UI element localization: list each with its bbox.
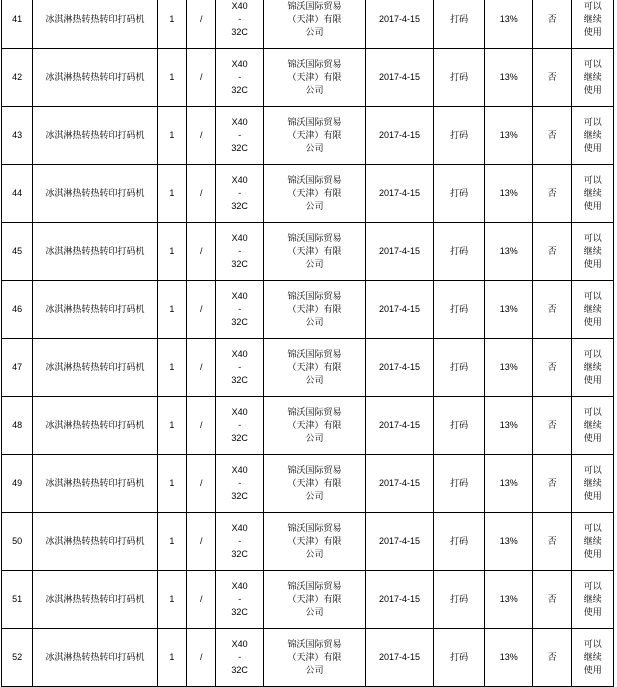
cell-usage: 打码 (433, 0, 485, 49)
cell-vendor-line: 锦沃国际贸易 (287, 407, 342, 417)
cell-vendor-line: （天津）有限 (287, 362, 342, 372)
cell-status-line: 继续 (583, 130, 602, 140)
cell-tax-rate: 13% (485, 49, 533, 107)
cell-model-line: X40 (231, 523, 248, 533)
cell-model-line: 32C (231, 27, 248, 37)
cell-model-line: 32C (231, 549, 248, 559)
cell-index: 51 (2, 571, 33, 629)
cell-model-line: - (238, 72, 242, 82)
cell-vendor-line: （天津）有限 (287, 478, 342, 488)
cell-status-line: 可以 (583, 349, 602, 359)
cell-status-line: 可以 (583, 465, 602, 475)
cell-status-line: 使用 (583, 433, 602, 443)
table-row (2, 455, 614, 513)
cell-model-line: - (238, 362, 242, 372)
cell-model-line: X40 (231, 59, 248, 69)
table-row (2, 223, 614, 281)
cell-status-line: 继续 (583, 72, 602, 82)
cell-model-line: X40 (231, 233, 248, 243)
cell-vendor-line: 锦沃国际贸易 (287, 291, 342, 301)
table-row (2, 0, 614, 49)
cell-model-line: 32C (231, 317, 248, 327)
cell-model (216, 223, 264, 281)
cell-usage: 打码 (433, 107, 485, 165)
cell-index: 49 (2, 455, 33, 513)
cell-usage: 打码 (433, 339, 485, 397)
cell-status (572, 513, 614, 571)
cell-vendor (263, 513, 365, 571)
cell-vendor-line: 锦沃国际贸易 (287, 523, 342, 533)
cell-unit: / (187, 397, 216, 455)
cell-index: 42 (2, 49, 33, 107)
cell-model-line: X40 (231, 581, 248, 591)
cell-index: 50 (2, 513, 33, 571)
cell-unit: / (187, 281, 216, 339)
cell-vendor-line: 公司 (305, 549, 324, 559)
cell-vendor-line: 公司 (305, 85, 324, 95)
cell-model-line: 32C (231, 143, 248, 153)
cell-vendor-line: 锦沃国际贸易 (287, 59, 342, 69)
cell-status-line: 继续 (583, 652, 602, 662)
cell-quantity: 1 (157, 339, 186, 397)
cell-quantity: 1 (157, 165, 186, 223)
cell-model-line: X40 (231, 407, 248, 417)
cell-vendor-line: 公司 (305, 201, 324, 211)
cell-vendor-line: 锦沃国际贸易 (287, 581, 342, 591)
cell-status-line: 可以 (583, 523, 602, 533)
cell-vendor (263, 455, 365, 513)
cell-vendor-line: （天津）有限 (287, 188, 342, 198)
cell-status (572, 339, 614, 397)
table-row (2, 571, 614, 629)
cell-index: 47 (2, 339, 33, 397)
cell-date: 2017-4-15 (366, 571, 434, 629)
cell-status (572, 629, 614, 687)
cell-model-line: X40 (231, 349, 248, 359)
cell-vendor (263, 571, 365, 629)
cell-status-line: 可以 (583, 233, 602, 243)
cell-model-line: 32C (231, 259, 248, 269)
cell-flag: 否 (532, 107, 571, 165)
cell-status-line: 使用 (583, 549, 602, 559)
cell-quantity: 1 (157, 571, 186, 629)
cell-model (216, 397, 264, 455)
cell-vendor-line: 锦沃国际贸易 (287, 465, 342, 475)
table-body (2, 0, 614, 687)
cell-model-line: - (238, 536, 242, 546)
table-row (2, 107, 614, 165)
cell-vendor-line: 公司 (305, 259, 324, 269)
cell-tax-rate: 13% (485, 629, 533, 687)
table-row (2, 165, 614, 223)
cell-vendor-line: 公司 (305, 491, 324, 501)
cell-vendor-line: 锦沃国际贸易 (287, 639, 342, 649)
cell-status-line: 使用 (583, 491, 602, 501)
cell-model-line: - (238, 304, 242, 314)
cell-item-name: 冰淇淋热转热转印打码机 (33, 629, 157, 687)
cell-item-name: 冰淇淋热转热转印打码机 (33, 281, 157, 339)
cell-tax-rate: 13% (485, 223, 533, 281)
cell-quantity: 1 (157, 455, 186, 513)
cell-quantity: 1 (157, 513, 186, 571)
cell-vendor-line: 公司 (305, 27, 324, 37)
cell-usage: 打码 (433, 397, 485, 455)
cell-vendor (263, 629, 365, 687)
cell-date: 2017-4-15 (366, 49, 434, 107)
cell-index: 44 (2, 165, 33, 223)
cell-flag: 否 (532, 49, 571, 107)
cell-vendor-line: 公司 (305, 665, 324, 675)
cell-quantity: 1 (157, 0, 186, 49)
cell-usage: 打码 (433, 223, 485, 281)
cell-model-line: - (238, 652, 242, 662)
cell-quantity: 1 (157, 107, 186, 165)
cell-unit: / (187, 513, 216, 571)
cell-model-line: - (238, 130, 242, 140)
cell-status (572, 107, 614, 165)
cell-model-line: X40 (231, 465, 248, 475)
cell-item-name: 冰淇淋热转热转印打码机 (33, 165, 157, 223)
cell-model-line: 32C (231, 665, 248, 675)
cell-item-name: 冰淇淋热转热转印打码机 (33, 397, 157, 455)
cell-status-line: 继续 (583, 594, 602, 604)
cell-item-name: 冰淇淋热转热转印打码机 (33, 571, 157, 629)
cell-status-line: 使用 (583, 375, 602, 385)
cell-vendor-line: （天津）有限 (287, 72, 342, 82)
cell-model-line: 32C (231, 607, 248, 617)
cell-vendor (263, 397, 365, 455)
cell-usage: 打码 (433, 629, 485, 687)
cell-date: 2017-4-15 (366, 281, 434, 339)
cell-model (216, 629, 264, 687)
cell-vendor (263, 0, 365, 49)
cell-vendor-line: 锦沃国际贸易 (287, 117, 342, 127)
cell-flag: 否 (532, 571, 571, 629)
cell-status (572, 571, 614, 629)
cell-index: 45 (2, 223, 33, 281)
cell-unit: / (187, 107, 216, 165)
cell-usage: 打码 (433, 455, 485, 513)
cell-model-line: X40 (231, 1, 248, 11)
cell-item-name: 冰淇淋热转热转印打码机 (33, 223, 157, 281)
cell-usage: 打码 (433, 513, 485, 571)
cell-vendor (263, 165, 365, 223)
cell-tax-rate: 13% (485, 339, 533, 397)
cell-unit: / (187, 455, 216, 513)
cell-index: 46 (2, 281, 33, 339)
cell-vendor (263, 49, 365, 107)
cell-unit: / (187, 629, 216, 687)
cell-vendor (263, 107, 365, 165)
cell-status (572, 0, 614, 49)
cell-vendor (263, 281, 365, 339)
cell-status-line: 继续 (583, 14, 602, 24)
cell-vendor-line: （天津）有限 (287, 14, 342, 24)
cell-status-line: 可以 (583, 59, 602, 69)
cell-flag: 否 (532, 165, 571, 223)
cell-flag: 否 (532, 223, 571, 281)
cell-tax-rate: 13% (485, 0, 533, 49)
cell-status-line: 可以 (583, 1, 602, 11)
cell-unit: / (187, 571, 216, 629)
cell-tax-rate: 13% (485, 455, 533, 513)
cell-model (216, 513, 264, 571)
cell-quantity: 1 (157, 49, 186, 107)
cell-model-line: 32C (231, 85, 248, 95)
cell-quantity: 1 (157, 397, 186, 455)
cell-status-line: 可以 (583, 407, 602, 417)
cell-status-line: 使用 (583, 259, 602, 269)
table-row (2, 397, 614, 455)
cell-tax-rate: 13% (485, 513, 533, 571)
cell-tax-rate: 13% (485, 107, 533, 165)
cell-vendor-line: （天津）有限 (287, 246, 342, 256)
cell-quantity: 1 (157, 281, 186, 339)
cell-vendor-line: 公司 (305, 375, 324, 385)
cell-quantity: 1 (157, 223, 186, 281)
cell-status-line: 使用 (583, 201, 602, 211)
cell-date: 2017-4-15 (366, 513, 434, 571)
cell-date: 2017-4-15 (366, 107, 434, 165)
cell-tax-rate: 13% (485, 165, 533, 223)
cell-date: 2017-4-15 (366, 455, 434, 513)
cell-unit: / (187, 165, 216, 223)
cell-model-line: 32C (231, 491, 248, 501)
cell-usage: 打码 (433, 571, 485, 629)
cell-vendor-line: （天津）有限 (287, 130, 342, 140)
cell-flag: 否 (532, 629, 571, 687)
cell-item-name: 冰淇淋热转热转印打码机 (33, 107, 157, 165)
table-row (2, 513, 614, 571)
cell-model-line: X40 (231, 175, 248, 185)
cell-date: 2017-4-15 (366, 339, 434, 397)
cell-model (216, 0, 264, 49)
cell-model-line: - (238, 246, 242, 256)
cell-flag: 否 (532, 397, 571, 455)
cell-quantity: 1 (157, 629, 186, 687)
cell-vendor (263, 339, 365, 397)
table-row (2, 629, 614, 687)
cell-model (216, 49, 264, 107)
cell-tax-rate: 13% (485, 281, 533, 339)
cell-model (216, 165, 264, 223)
cell-model (216, 281, 264, 339)
cell-model-line: X40 (231, 639, 248, 649)
cell-index: 43 (2, 107, 33, 165)
cell-date: 2017-4-15 (366, 165, 434, 223)
cell-date: 2017-4-15 (366, 629, 434, 687)
cell-model (216, 571, 264, 629)
cell-vendor (263, 223, 365, 281)
cell-unit: / (187, 49, 216, 107)
cell-vendor-line: 锦沃国际贸易 (287, 233, 342, 243)
cell-unit: / (187, 339, 216, 397)
cell-status-line: 使用 (583, 607, 602, 617)
cell-model (216, 455, 264, 513)
cell-status-line: 继续 (583, 478, 602, 488)
cell-item-name: 冰淇淋热转热转印打码机 (33, 513, 157, 571)
cell-status (572, 165, 614, 223)
cell-model-line: - (238, 188, 242, 198)
cell-vendor-line: 公司 (305, 607, 324, 617)
cell-status-line: 继续 (583, 304, 602, 314)
cell-item-name: 冰淇淋热转热转印打码机 (33, 0, 157, 49)
cell-model-line: X40 (231, 117, 248, 127)
cell-item-name: 冰淇淋热转热转印打码机 (33, 455, 157, 513)
cell-vendor-line: （天津）有限 (287, 536, 342, 546)
cell-tax-rate: 13% (485, 397, 533, 455)
cell-status (572, 281, 614, 339)
cell-status-line: 可以 (583, 291, 602, 301)
cell-model-line: - (238, 420, 242, 430)
cell-vendor-line: 锦沃国际贸易 (287, 175, 342, 185)
cell-model-line: 32C (231, 201, 248, 211)
cell-date: 2017-4-15 (366, 0, 434, 49)
cell-vendor-line: （天津）有限 (287, 594, 342, 604)
cell-usage: 打码 (433, 281, 485, 339)
cell-vendor-line: 公司 (305, 143, 324, 153)
cell-index: 52 (2, 629, 33, 687)
cell-index: 48 (2, 397, 33, 455)
cell-status (572, 397, 614, 455)
cell-status (572, 455, 614, 513)
cell-model-line: - (238, 594, 242, 604)
cell-vendor-line: 公司 (305, 433, 324, 443)
cell-unit: / (187, 223, 216, 281)
cell-unit: / (187, 0, 216, 49)
table-row (2, 49, 614, 107)
cell-status-line: 可以 (583, 639, 602, 649)
cell-vendor-line: （天津）有限 (287, 652, 342, 662)
cell-vendor-line: 锦沃国际贸易 (287, 1, 342, 11)
cell-status-line: 可以 (583, 581, 602, 591)
cell-flag: 否 (532, 513, 571, 571)
cell-status-line: 继续 (583, 536, 602, 546)
cell-model-line: - (238, 14, 242, 24)
cell-status-line: 继续 (583, 188, 602, 198)
asset-inventory-table (1, 0, 614, 687)
cell-model (216, 107, 264, 165)
cell-tax-rate: 13% (485, 571, 533, 629)
cell-vendor-line: 锦沃国际贸易 (287, 349, 342, 359)
cell-item-name: 冰淇淋热转热转印打码机 (33, 49, 157, 107)
table-row (2, 281, 614, 339)
cell-model-line: - (238, 478, 242, 488)
cell-vendor-line: 公司 (305, 317, 324, 327)
cell-vendor-line: （天津）有限 (287, 420, 342, 430)
cell-status (572, 49, 614, 107)
cell-date: 2017-4-15 (366, 397, 434, 455)
cell-flag: 否 (532, 455, 571, 513)
cell-status (572, 223, 614, 281)
cell-status-line: 使用 (583, 665, 602, 675)
cell-status-line: 使用 (583, 317, 602, 327)
cell-status-line: 使用 (583, 27, 602, 37)
cell-item-name: 冰淇淋热转热转印打码机 (33, 339, 157, 397)
cell-status-line: 可以 (583, 117, 602, 127)
cell-status-line: 继续 (583, 420, 602, 430)
cell-model-line: 32C (231, 375, 248, 385)
cell-usage: 打码 (433, 165, 485, 223)
cell-flag: 否 (532, 339, 571, 397)
cell-date: 2017-4-15 (366, 223, 434, 281)
cell-model-line: X40 (231, 291, 248, 301)
cell-status-line: 可以 (583, 175, 602, 185)
table-row (2, 339, 614, 397)
cell-usage: 打码 (433, 49, 485, 107)
cell-status-line: 使用 (583, 85, 602, 95)
cell-status-line: 继续 (583, 246, 602, 256)
cell-flag: 否 (532, 281, 571, 339)
cell-model-line: 32C (231, 433, 248, 443)
cell-status-line: 继续 (583, 362, 602, 372)
cell-index: 41 (2, 0, 33, 49)
cell-model (216, 339, 264, 397)
cell-vendor-line: （天津）有限 (287, 304, 342, 314)
cell-flag: 否 (532, 0, 571, 49)
cell-status-line: 使用 (583, 143, 602, 153)
